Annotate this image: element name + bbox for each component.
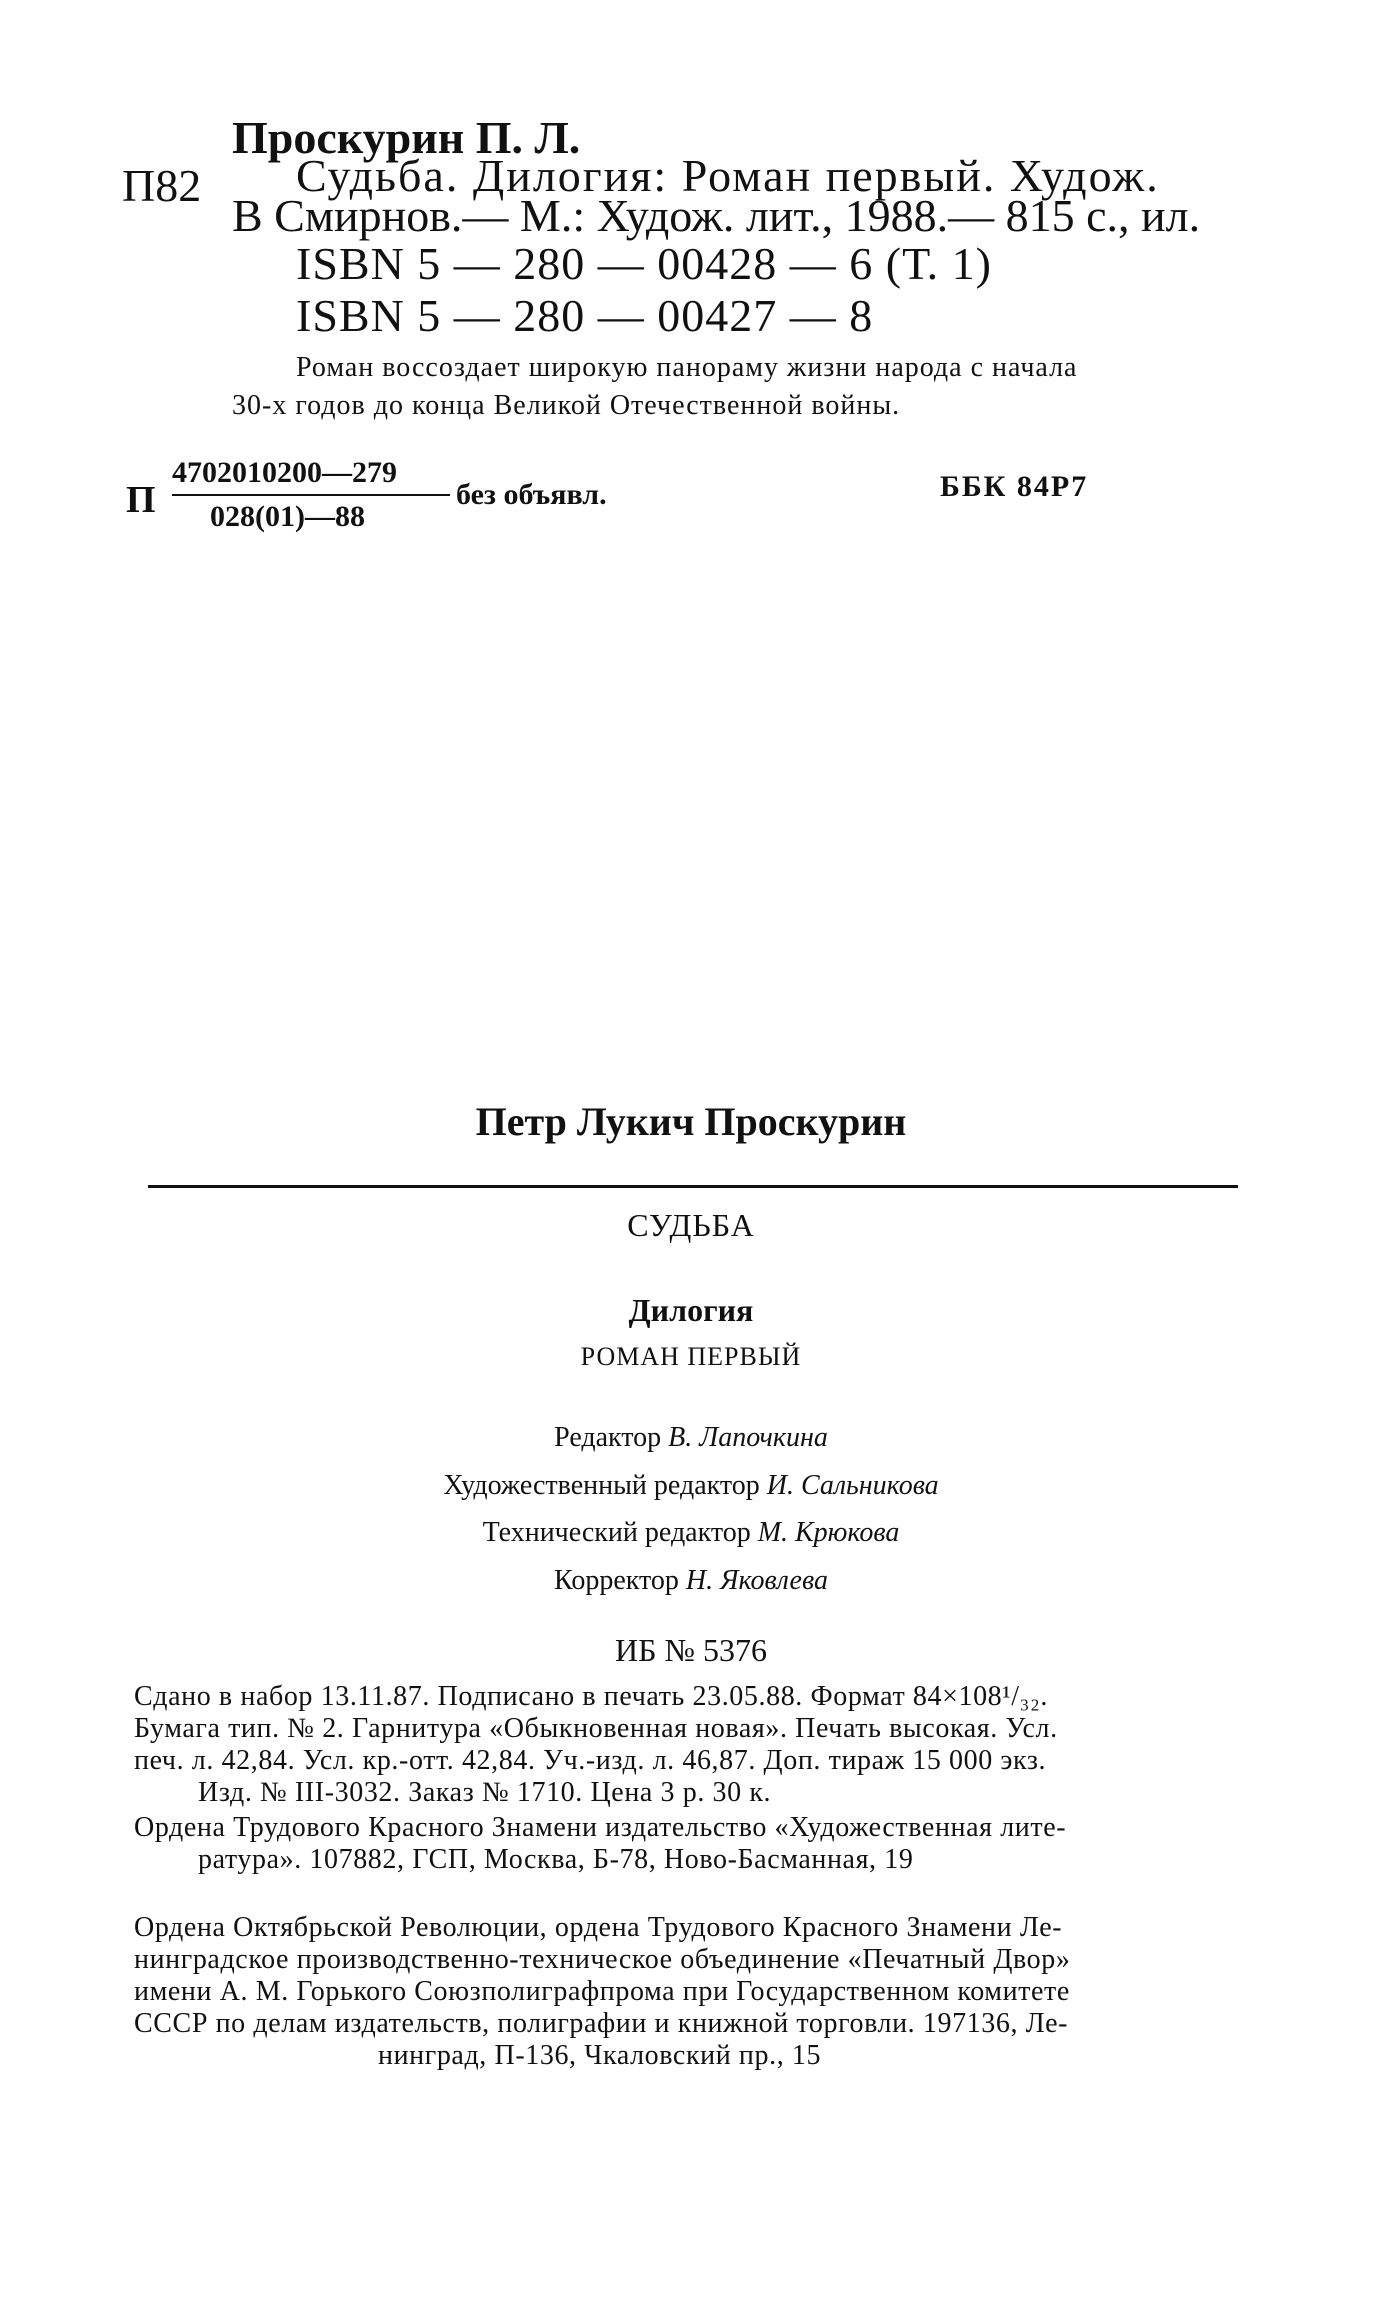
fraction-top: 4702010200—279: [172, 456, 397, 489]
fraction-bar: [172, 494, 450, 496]
isbn-volume: ISBN 5 — 280 — 00428 — 6 (Т. 1): [296, 238, 992, 289]
printer-line: Ордена Октябрьской Революции, ордена Трудового Красного Знамени Ле-: [134, 1912, 1063, 1943]
fraction-bottom: 028(01)—88: [210, 500, 365, 533]
isbn-set: ISBN 5 — 280 — 00427 — 8: [296, 290, 874, 341]
credit-name: Н. Яковлева: [685, 1565, 828, 1596]
annotation-line-2: 30-х годов до конца Великой Отечественной войны.: [232, 390, 901, 421]
publisher-info: [134, 1812, 1066, 1876]
credit-editor: [0, 1422, 1382, 1454]
publisher-line: ратура». 107882, ГСП, Москва, Б-78, Ново-Басманная, 19: [198, 1844, 914, 1875]
index-letter: П: [126, 479, 156, 521]
print-line: Сдано в набор 13.11.87. Подписано в печать 23.05.88. Формат 84×108¹/₃₂.: [134, 1681, 1048, 1712]
print-line: печ. л. 42,84. Усл. кр.-отт. 42,84. Уч.-изд. л. 46,87. Доп. тираж 15 000 экз.: [134, 1745, 1047, 1776]
imprint-genre: Дилогия: [628, 1292, 754, 1328]
credit-name: В. Лапочкина: [668, 1422, 828, 1453]
annotation-line-1: Роман воссоздает широкую панораму жизни народа с начала: [296, 352, 1078, 383]
print-line: Изд. № III-3032. Заказ № 1710. Цена 3 р. 30 к.: [198, 1777, 772, 1808]
printer-line: нинградское производственно-техническое объединение «Печатный Двор»: [134, 1944, 1071, 1975]
printer-line: СССР по делам издательств, полиграфии и книжной торговли. 197136, Ле-: [134, 2008, 1069, 2039]
credit-role: Художественный редактор: [443, 1470, 760, 1501]
credit-role: Редактор: [554, 1422, 662, 1453]
printer-info: [134, 1912, 1071, 2072]
printer-line: имени А. М. Горького Союзполиграфпрома при Государственном комитете: [134, 1976, 1070, 2007]
imprint-title: СУДЬБА: [627, 1207, 755, 1243]
catalog-code: П82: [122, 160, 202, 211]
credit-tech-editor: [0, 1517, 1382, 1549]
credit-role: Корректор: [554, 1565, 679, 1596]
title-rule: [148, 1185, 1238, 1188]
no-ad-note: без объявл.: [456, 478, 607, 511]
imprint-volume: РОМАН ПЕРВЫЙ: [580, 1342, 802, 1371]
ib-number: ИБ № 5376: [614, 1632, 767, 1668]
catalog-line-1: Судьба. Дилогия: Роман первый. Худож.: [296, 150, 1160, 201]
catalog-line-2: В Смирнов.— М.: Худож. лит., 1988.— 815 с., ил.: [232, 190, 1201, 241]
credit-proofreader: [0, 1565, 1382, 1597]
catalog-author-heading: Проскурин П. Л.: [232, 112, 581, 163]
print-details: [134, 1681, 1058, 1809]
credit-art-editor: [0, 1470, 1382, 1502]
bbk-code: ББК 84Р7: [940, 470, 1089, 503]
imprint-author: Петр Лукич Проскурин: [475, 1099, 907, 1144]
credit-name: И. Сальникова: [766, 1470, 939, 1501]
credit-role: Технический редактор: [482, 1517, 751, 1548]
credit-name: М. Крюкова: [757, 1517, 900, 1548]
printer-line: нинград, П-136, Чкаловский пр., 15: [378, 2040, 822, 2071]
publisher-line: Ордена Трудового Красного Знамени издательство «Художественная лите-: [134, 1812, 1067, 1843]
print-line: Бумага тип. № 2. Гарнитура «Обыкновенная новая». Печать высокая. Усл.: [134, 1713, 1058, 1744]
